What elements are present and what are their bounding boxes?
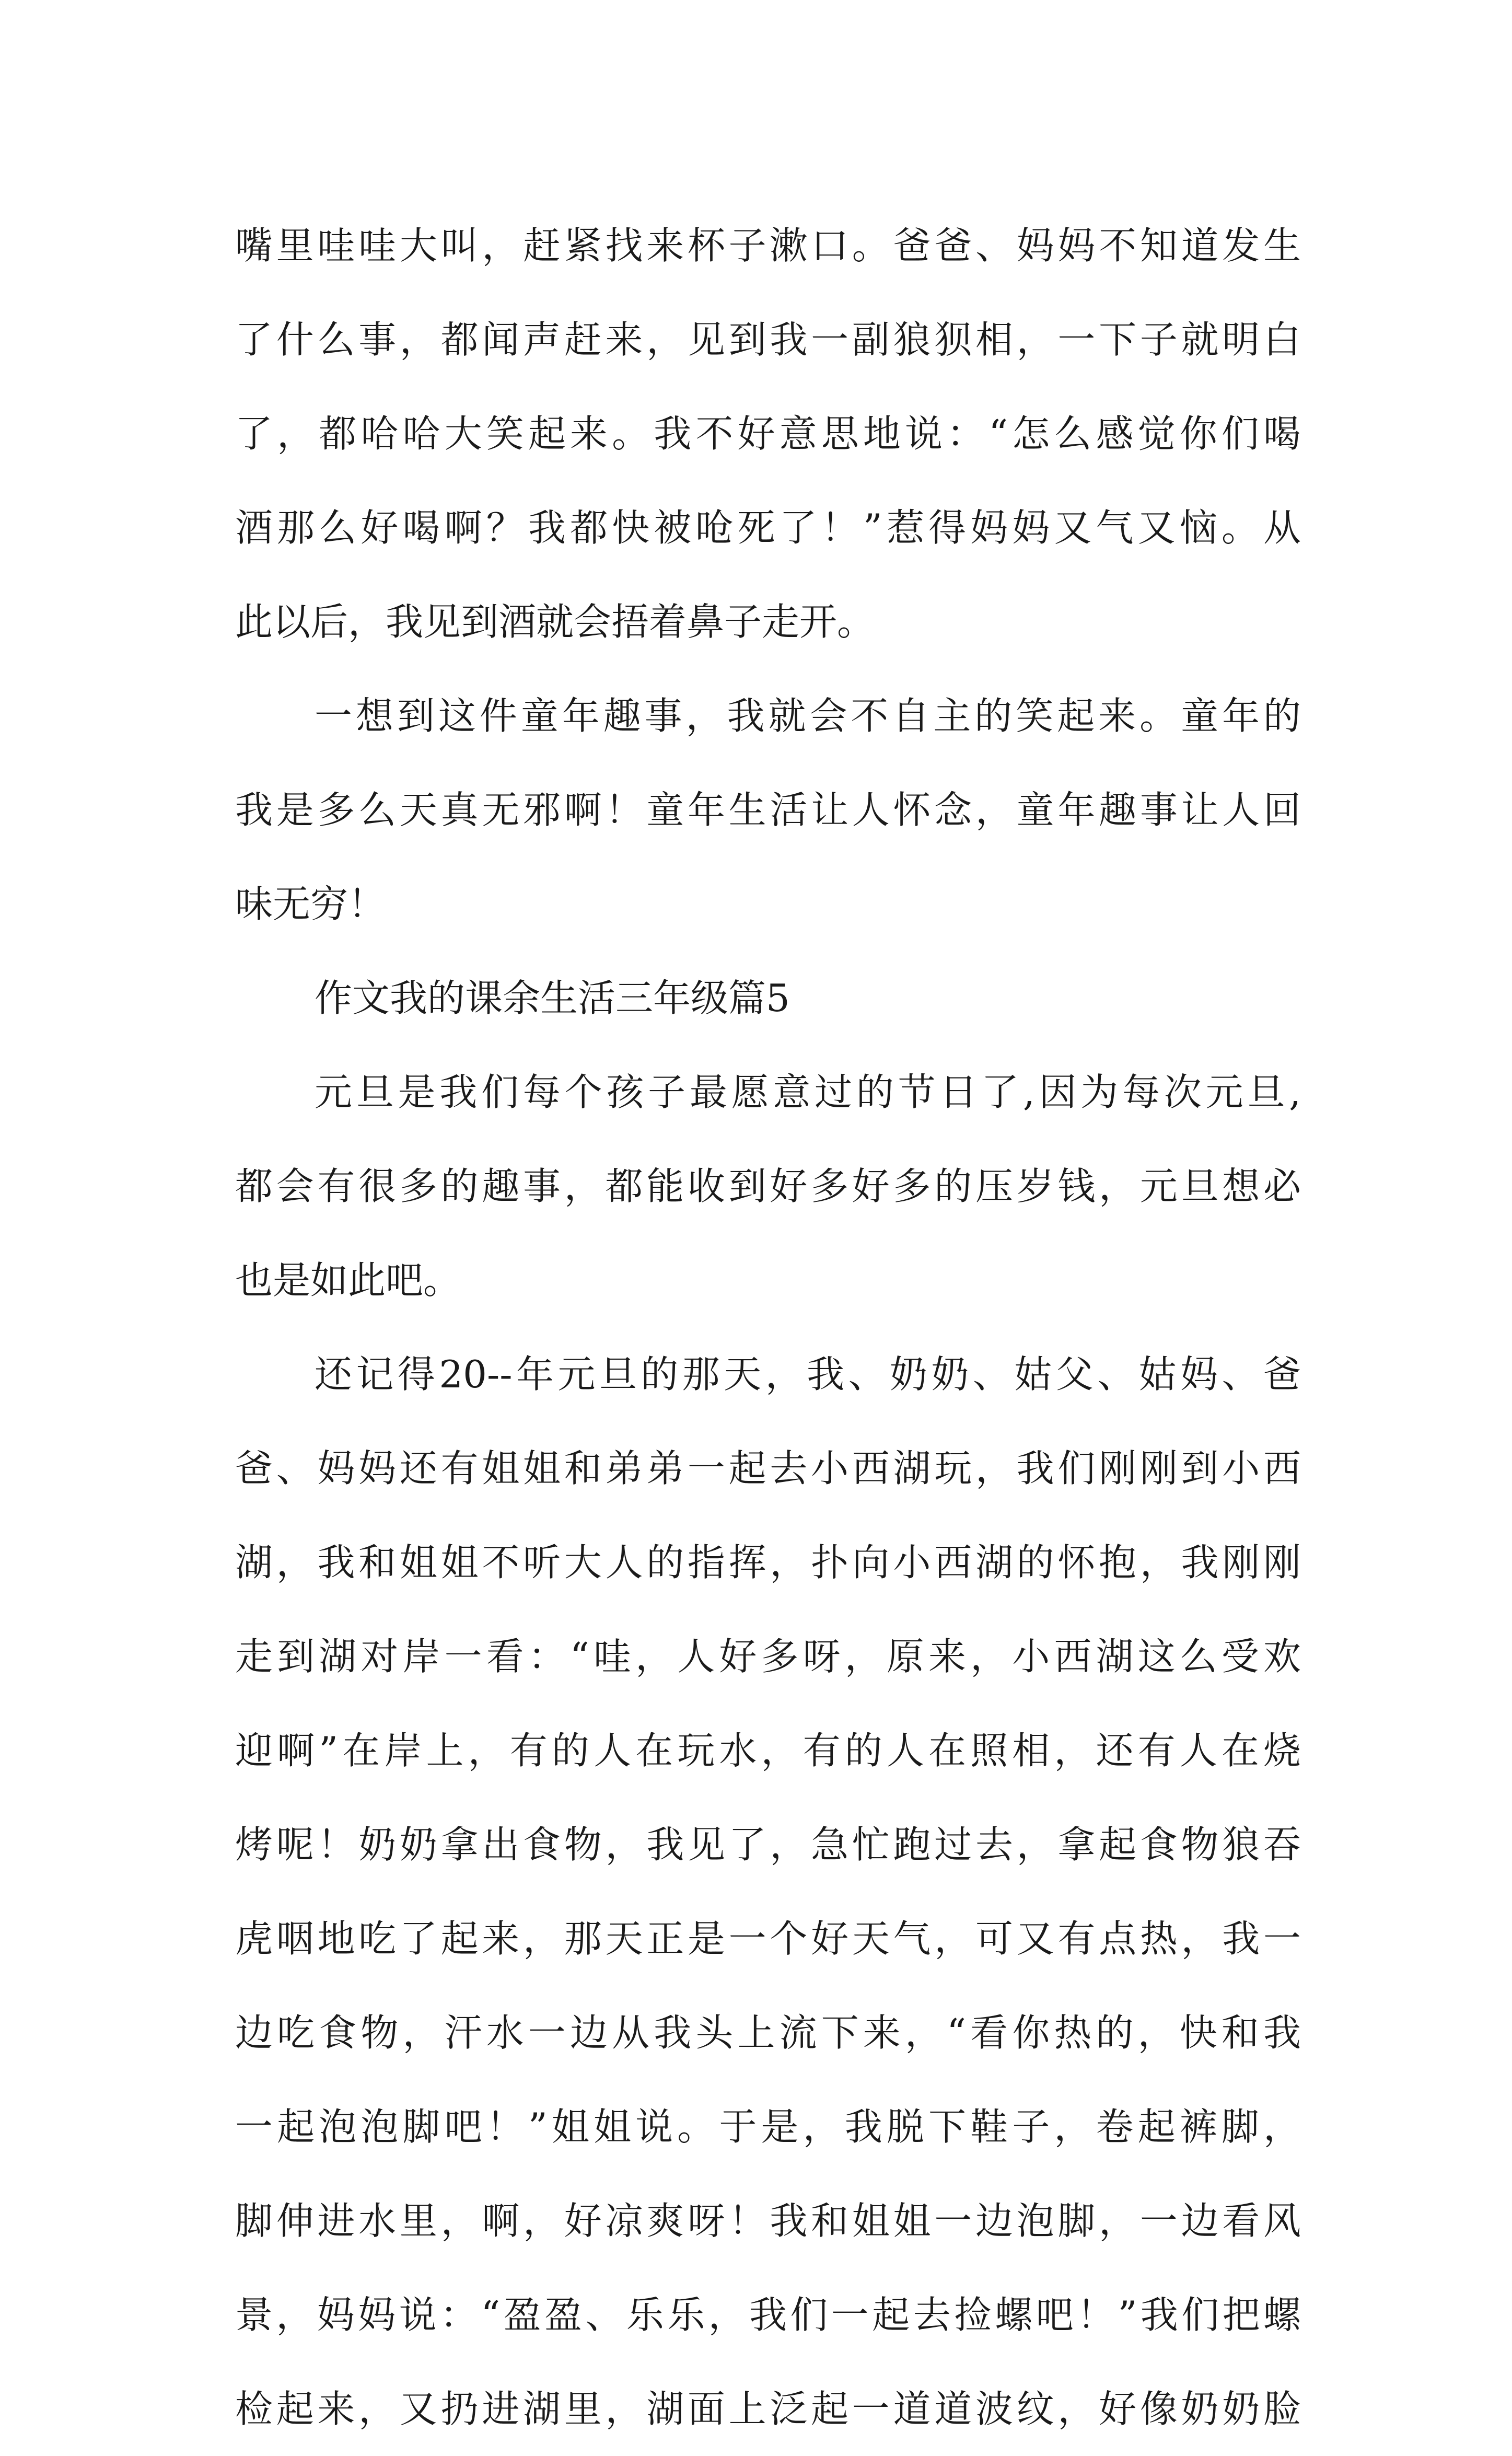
text-line: 烤呢！奶奶拿出食物，我见了，急忙跑过去，拿起食物狼吞: [235, 1823, 1301, 1867]
text-line: 湖，我和姐姐不听大人的指挥，扑向小西湖的怀抱，我刚刚: [235, 1540, 1301, 1584]
text-line: 爸、妈妈还有姐姐和弟弟一起去小西湖玩，我们刚刚到小西: [235, 1446, 1301, 1490]
text-line: 走到湖对岸一看：“哇，人好多呀，原来，小西湖这么受欢: [235, 1635, 1301, 1678]
paragraph-first-line: 元旦是我们每个孩子最愿意过的节日了,因为每次元旦,: [315, 1070, 1301, 1114]
section-heading: 作文我的课余生活三年级篇5: [315, 976, 790, 1020]
text-line: 此以后，我见到酒就会捂着鼻子走开。: [235, 600, 875, 644]
text-line: 嘴里哇哇大叫，赶紧找来杯子漱口。爸爸、妈妈不知道发生: [235, 224, 1301, 268]
text-line: 一起泡泡脚吧！”姐姐说。于是，我脱下鞋子，卷起裤脚，: [235, 2105, 1301, 2149]
text-line: 景，妈妈说：“盈盈、乐乐，我们一起去捡螺吧！”我们把螺: [235, 2293, 1301, 2337]
text-line: 酒那么好喝啊？我都快被呛死了！”惹得妈妈又气又恼。从: [235, 506, 1301, 550]
text-line: 了什么事，都闻声赶来，见到我一副狼狈相，一下子就明白: [235, 318, 1301, 362]
text-line: 都会有很多的趣事，都能收到好多好多的压岁钱，元旦想必: [235, 1164, 1301, 1208]
text-line: 味无穷！: [235, 882, 386, 926]
text-line: 也是如此吧。: [235, 1258, 461, 1302]
paragraph-first-line: 一想到这件童年趣事，我就会不自主的笑起来。童年的: [315, 694, 1301, 738]
paragraph-first-line: 还记得20--年元旦的那天，我、奶奶、姑父、姑妈、爸: [315, 1352, 1301, 1396]
text-line: 脚伸进水里，啊，好凉爽呀！我和姐姐一边泡脚，一边看风: [235, 2199, 1301, 2243]
text-line: 检起来，又扔进湖里，湖面上泛起一道道波纹，好像奶奶脸: [235, 2387, 1301, 2431]
text-line: 了，都哈哈大笑起来。我不好意思地说：“怎么感觉你们喝: [235, 412, 1301, 456]
text-line: 迎啊”在岸上，有的人在玩水，有的人在照相，还有人在烧: [235, 1729, 1301, 1773]
text-line: 我是多么天真无邪啊！童年生活让人怀念，童年趣事让人回: [235, 788, 1301, 832]
body-text: [235, 199, 1301, 2456]
text-line: 边吃食物，汗水一边从我头上流下来，“看你热的，快和我: [235, 2011, 1301, 2055]
text-line: 虎咽地吃了起来，那天正是一个好天气，可又有点热，我一: [235, 1917, 1301, 1961]
